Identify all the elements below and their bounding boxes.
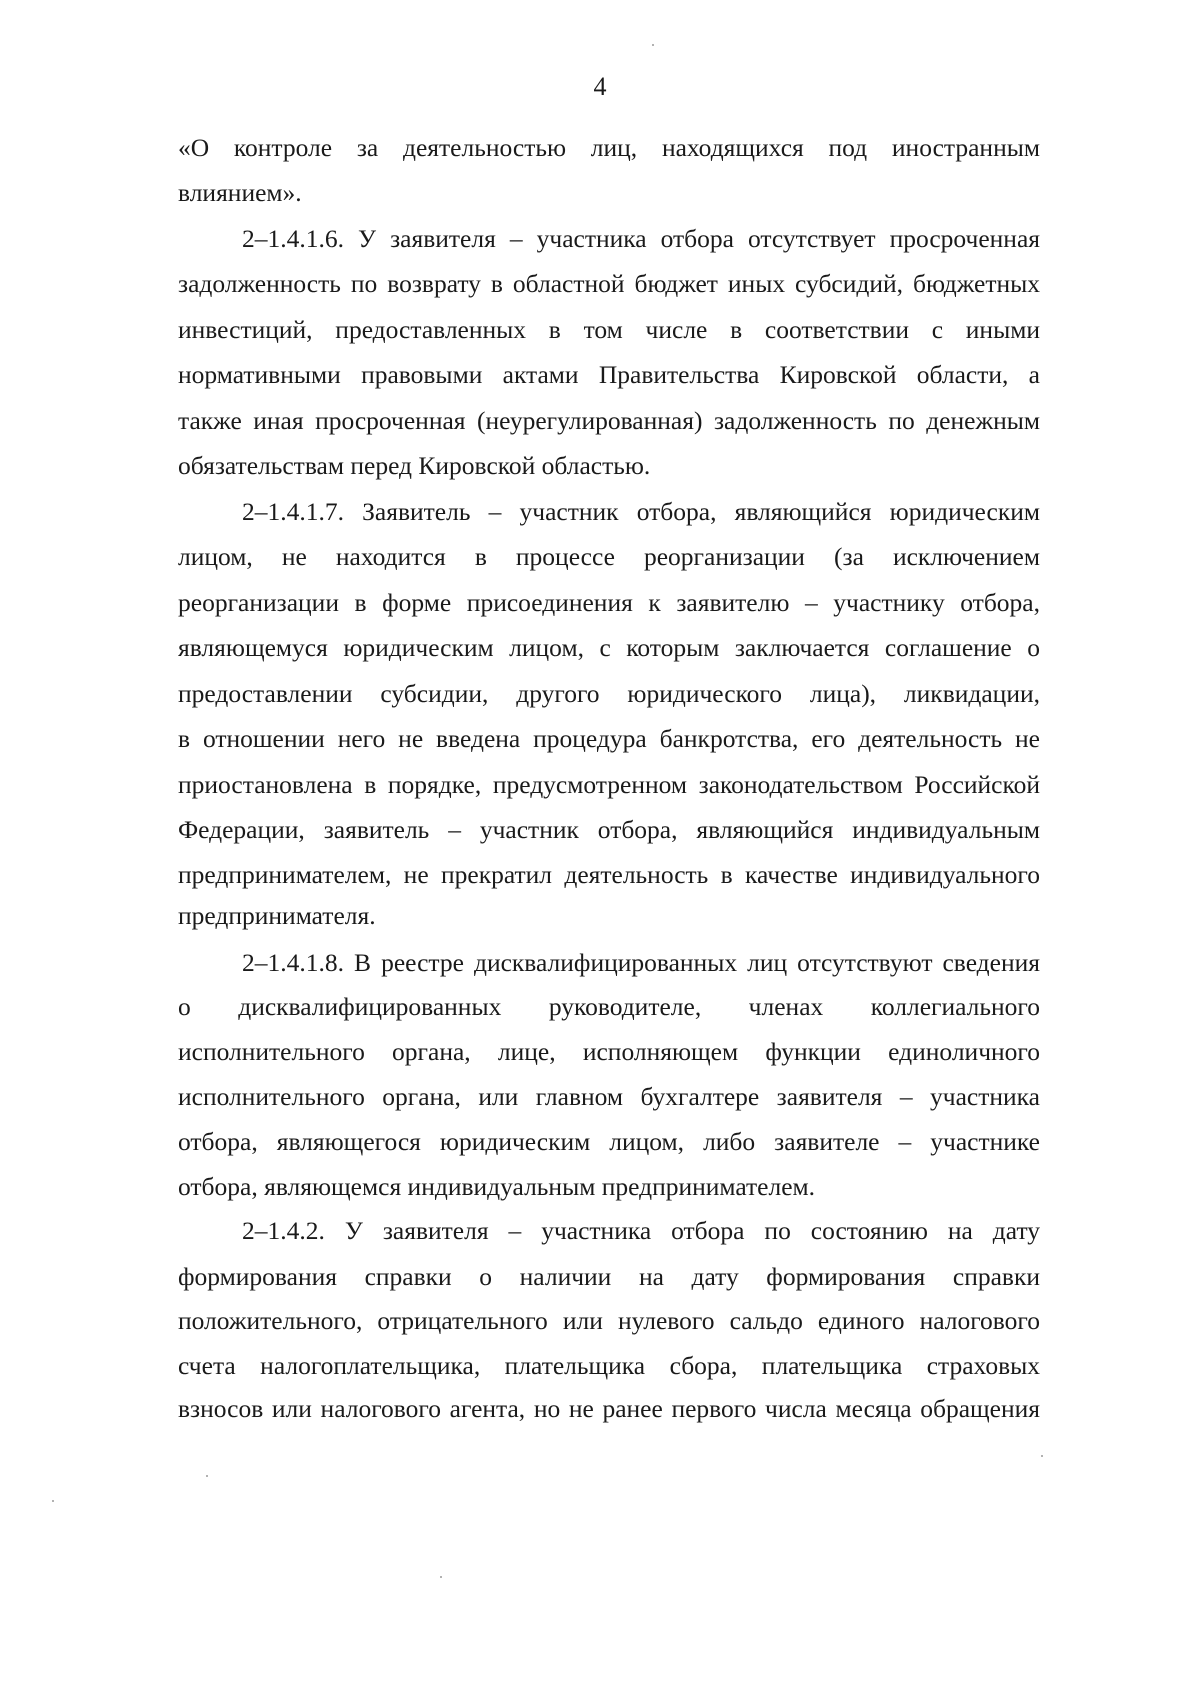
text-line: отбора, являющемся индивидуальным предпринимателем. [178, 1172, 816, 1201]
text-line: влиянием». [178, 178, 302, 207]
text-line: обязательствам перед Кировской областью. [178, 451, 651, 480]
text-line: также иная просроченная (неурегулированная) задолженность по денежным [178, 406, 1040, 435]
scan-speck [206, 1475, 208, 1477]
paragraph-first-line: 2–1.4.1.6. У заявителя – участника отбора отсутствует просроченная [242, 224, 1040, 253]
text-line: счета налогоплательщика, плательщика сбора, плательщика страховых [178, 1351, 1040, 1380]
scan-speck [652, 44, 654, 46]
paragraph-first-line: 2–1.4.1.8. В реестре дисквалифицированных лиц отсутствуют сведения [242, 948, 1040, 977]
text-line: взносов или налогового агента, но не ранее первого числа месяца обращения [178, 1394, 1040, 1423]
text-line: отбора, являющегося юридическим лицом, либо заявителе – участнике [178, 1127, 1040, 1156]
text-line: приостановлена в порядке, предусмотренном законодательством Российской [178, 770, 1040, 799]
text-line: предпринимателем, не прекратил деятельность в качестве индивидуального [178, 860, 1040, 889]
scan-speck [440, 1576, 442, 1578]
text-line: о дисквалифицированных руководителе, членах коллегиального [178, 992, 1040, 1021]
text-line: лицом, не находится в процессе реорганизации (за исключением [178, 542, 1040, 571]
scan-speck [52, 1500, 54, 1502]
text-line: «О контроле за деятельностью лиц, находящихся под иностранным [178, 133, 1040, 162]
text-line: формирования справки о наличии на дату формирования справки [178, 1262, 1040, 1291]
text-line: реорганизации в форме присоединения к заявителю – участнику отбора, [178, 588, 1040, 617]
text-line: положительного, отрицательного или нулевого сальдо единого налогового [178, 1306, 1040, 1335]
text-line: инвестиций, предоставленных в том числе в соответствии с иными [178, 315, 1040, 344]
text-line: Федерации, заявитель – участник отбора, являющийся индивидуальным [178, 815, 1040, 844]
text-line: в отношении него не введена процедура банкротства, его деятельность не [178, 724, 1040, 753]
text-line: исполнительного органа, лице, исполняющем функции единоличного [178, 1037, 1040, 1066]
text-line: являющемуся юридическим лицом, с которым заключается соглашение о [178, 633, 1040, 662]
paragraph-first-line: 2–1.4.2. У заявителя – участника отбора по состоянию на дату [242, 1216, 1040, 1245]
scan-speck [1041, 1455, 1043, 1457]
text-line: предпринимателя. [178, 901, 376, 930]
text-line: задолженность по возврату в областной бюджет иных субсидий, бюджетных [178, 269, 1040, 298]
text-line: нормативными правовыми актами Правительства Кировской области, а [178, 360, 1040, 389]
text-line: исполнительного органа, или главном бухгалтере заявителя – участника [178, 1082, 1040, 1111]
paragraph-first-line: 2–1.4.1.7. Заявитель – участник отбора, являющийся юридическим [242, 497, 1040, 526]
page-number: 4 [593, 72, 607, 101]
text-line: предоставлении субсидии, другого юридического лица), ликвидации, [178, 679, 1040, 708]
